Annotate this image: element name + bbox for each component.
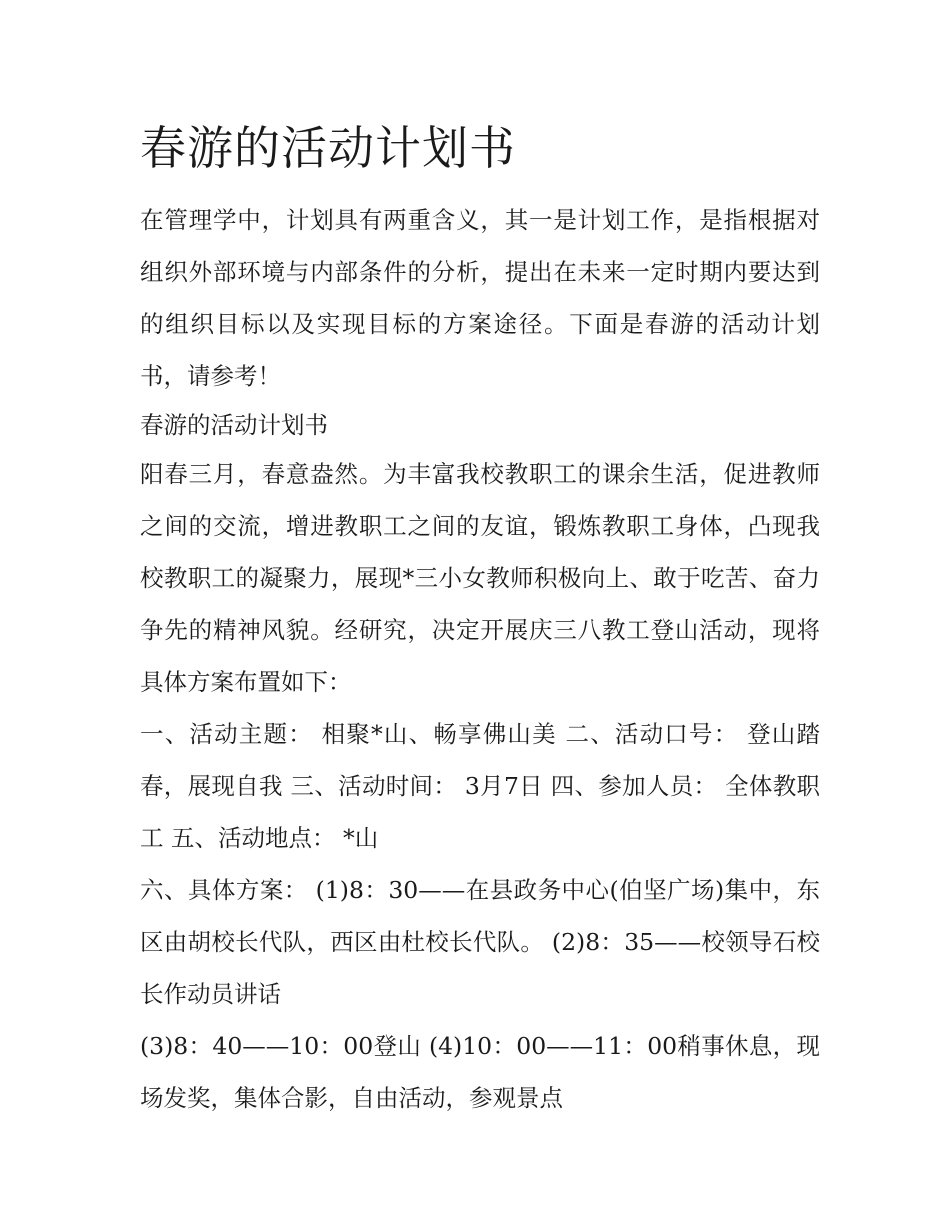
intro-paragraph: 在管理学中，计划具有两重含义，其一是计划工作，是指根据对组织外部环境与内部条件的分析，提出在未来一定时期内要达到的组织目标以及实现目标的方案途径。下面是春游的活动计划书，请参考！: [140, 206, 820, 390]
schedule-paragraph-1: 六、具体方案： (1)8：30——在县政务中心(伯坚广场)集中，东区由胡校长代队，西区由杜校长代队。 (2)8：35——校领导石校长作动员讲话: [140, 876, 820, 1008]
activity-info-paragraph: 一、活动主题： 相聚*山、畅享佛山美 二、活动口号： 登山踏春，展现自我 三、活动时间： 3月7日 四、参加人员： 全体教职工 五、活动地点： *山: [140, 720, 820, 852]
document-page: [140, 110, 820, 1124]
schedule-paragraph-2: (3)8：40——10：00登山 (4)10：00——11：00稍事休息，现场发奖，集体合影，自由活动，参观景点: [140, 1032, 820, 1112]
document-title: 春游的活动计划书: [140, 121, 516, 175]
section-heading: 春游的活动计划书: [140, 411, 328, 439]
background-paragraph: 阳春三月，春意盎然。为丰富我校教职工的课余生活，促进教师之间的交流，增进教职工之间的友谊，锻炼教职工身体，凸现我校教职工的凝聚力，展现*三小女教师积极向上、敢于吃苦、奋力争先的精神风貌。经研究，决定开展庆三八教工登山活动，现将具体方案布置如下：: [140, 460, 820, 696]
